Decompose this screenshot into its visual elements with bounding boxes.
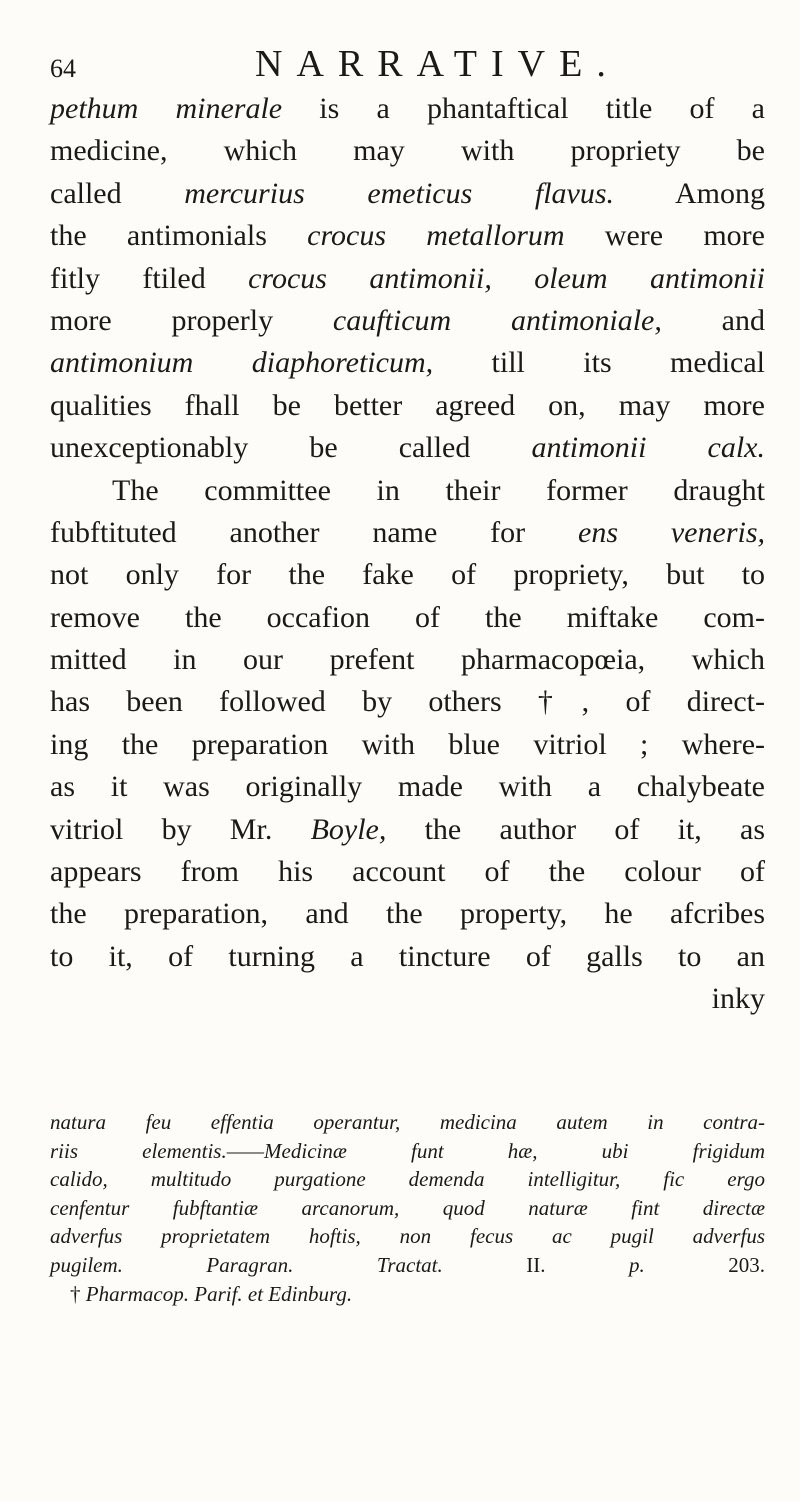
text-run: called bbox=[50, 176, 185, 210]
running-head: NARRATIVE. bbox=[255, 43, 620, 85]
italic-text: caufticum antimoniale, bbox=[332, 303, 662, 337]
footnote-reference bbox=[50, 1280, 765, 1309]
text-line bbox=[50, 385, 765, 427]
text-run: qualities fhall be better agreed on, may more bbox=[50, 388, 765, 422]
text-line bbox=[50, 512, 765, 554]
text-run: unexceptionably be called bbox=[50, 431, 532, 465]
page-number: 64 bbox=[50, 54, 76, 83]
text-run: Among bbox=[614, 176, 765, 210]
text-line bbox=[50, 851, 765, 893]
roman-text: II. bbox=[442, 1252, 629, 1277]
text-line bbox=[50, 639, 765, 681]
footnote bbox=[50, 1108, 765, 1308]
text-run: vitriol by Mr. bbox=[50, 812, 311, 846]
text-run: ing the preparation with blue vitriol ; where- bbox=[50, 727, 765, 761]
footnote-line bbox=[50, 1165, 765, 1194]
catchword bbox=[50, 978, 765, 1020]
text-run: as it was originally made with a chalybeate bbox=[50, 770, 765, 804]
text-run: pugilem. Paragran. Tractat. bbox=[50, 1252, 443, 1277]
text-line bbox=[50, 597, 765, 639]
text-line bbox=[50, 893, 765, 935]
italic-text: antimonium diaphoreticum, bbox=[50, 346, 434, 380]
text-line bbox=[50, 215, 765, 257]
text-run: were more bbox=[564, 219, 765, 253]
text-run: to it, of turning a tincture of galls to an bbox=[50, 939, 765, 973]
footnote-line bbox=[50, 1108, 765, 1137]
footnote-line bbox=[50, 1222, 765, 1251]
text-run: riis elementis.——Medicinæ funt hæ, ubi frigidum bbox=[50, 1138, 765, 1163]
italic-text: pethum minerale bbox=[50, 92, 283, 125]
text-line bbox=[50, 766, 765, 808]
text-run: the preparation, and the property, he afcribes bbox=[50, 897, 765, 931]
text-run: is a phantaftical title of a bbox=[282, 92, 765, 125]
text-run: natura feu effentia operantur, medicina autem in contra- bbox=[50, 1110, 765, 1134]
text-run: calido, multitudo purgatione demenda intelligitur, fic ergo bbox=[50, 1167, 765, 1192]
body-text bbox=[50, 88, 765, 1021]
italic-text: crocus antimonii, oleum antimonii bbox=[248, 261, 765, 295]
italic-text: mercurius emeticus flavus. bbox=[184, 176, 615, 210]
text-line bbox=[50, 809, 765, 851]
text-run: and bbox=[661, 303, 765, 337]
text-run: the author of it, as bbox=[386, 812, 765, 846]
text-run: The committee in their former draught bbox=[112, 473, 765, 507]
text-run: till its medical bbox=[433, 346, 766, 380]
text-line bbox=[50, 300, 765, 342]
text-run: more properly bbox=[50, 303, 333, 337]
text-line bbox=[50, 342, 765, 384]
text-run: cenfentur fubftantiæ arcanorum, quod naturæ fint directæ bbox=[50, 1195, 765, 1220]
text-run: medicine, which may with propriety be bbox=[50, 134, 765, 168]
text-run: remove the occafion of the miftake com- bbox=[50, 600, 765, 634]
text-run: has been followed by others †, of direct- bbox=[50, 685, 765, 719]
text-line bbox=[50, 554, 765, 596]
italic-text: antimonii calx. bbox=[531, 431, 765, 465]
text-line bbox=[50, 724, 765, 766]
text-run: the antimonials bbox=[50, 219, 308, 253]
text-line bbox=[50, 130, 765, 172]
text-run: inky bbox=[711, 982, 765, 1016]
text-line bbox=[50, 470, 765, 512]
italic-text: ens veneris, bbox=[578, 515, 766, 549]
roman-text: † bbox=[70, 1281, 86, 1306]
text-run: mitted in our prefent pharmacopœia, which bbox=[50, 643, 765, 677]
italic-text: Boyle, bbox=[310, 812, 387, 846]
text-line bbox=[50, 427, 765, 469]
text-line bbox=[50, 936, 765, 978]
text-run: fubftituted another name for bbox=[50, 515, 579, 549]
text-run: not only for the fake of propriety, but to bbox=[50, 558, 765, 592]
text-line bbox=[50, 88, 765, 130]
footnote-line bbox=[50, 1251, 765, 1280]
text-run: adverfus proprietatem hoftis, non fecus ac pugil adverfus bbox=[50, 1224, 765, 1249]
text-run: fitly ftiled bbox=[50, 261, 249, 295]
roman-text: 203. bbox=[644, 1252, 765, 1277]
text-line bbox=[50, 681, 765, 723]
page-header bbox=[50, 42, 770, 92]
footnote-line bbox=[50, 1137, 765, 1166]
text-run: Pharmacop. Parif. et Edinburg. bbox=[85, 1281, 353, 1306]
footnote-line bbox=[50, 1194, 765, 1223]
text-run: p. bbox=[629, 1252, 645, 1277]
italic-text: crocus metallorum bbox=[307, 219, 565, 253]
text-run: appears from his account of the colour of bbox=[50, 855, 765, 889]
text-line bbox=[50, 258, 765, 300]
text-line bbox=[50, 173, 765, 215]
